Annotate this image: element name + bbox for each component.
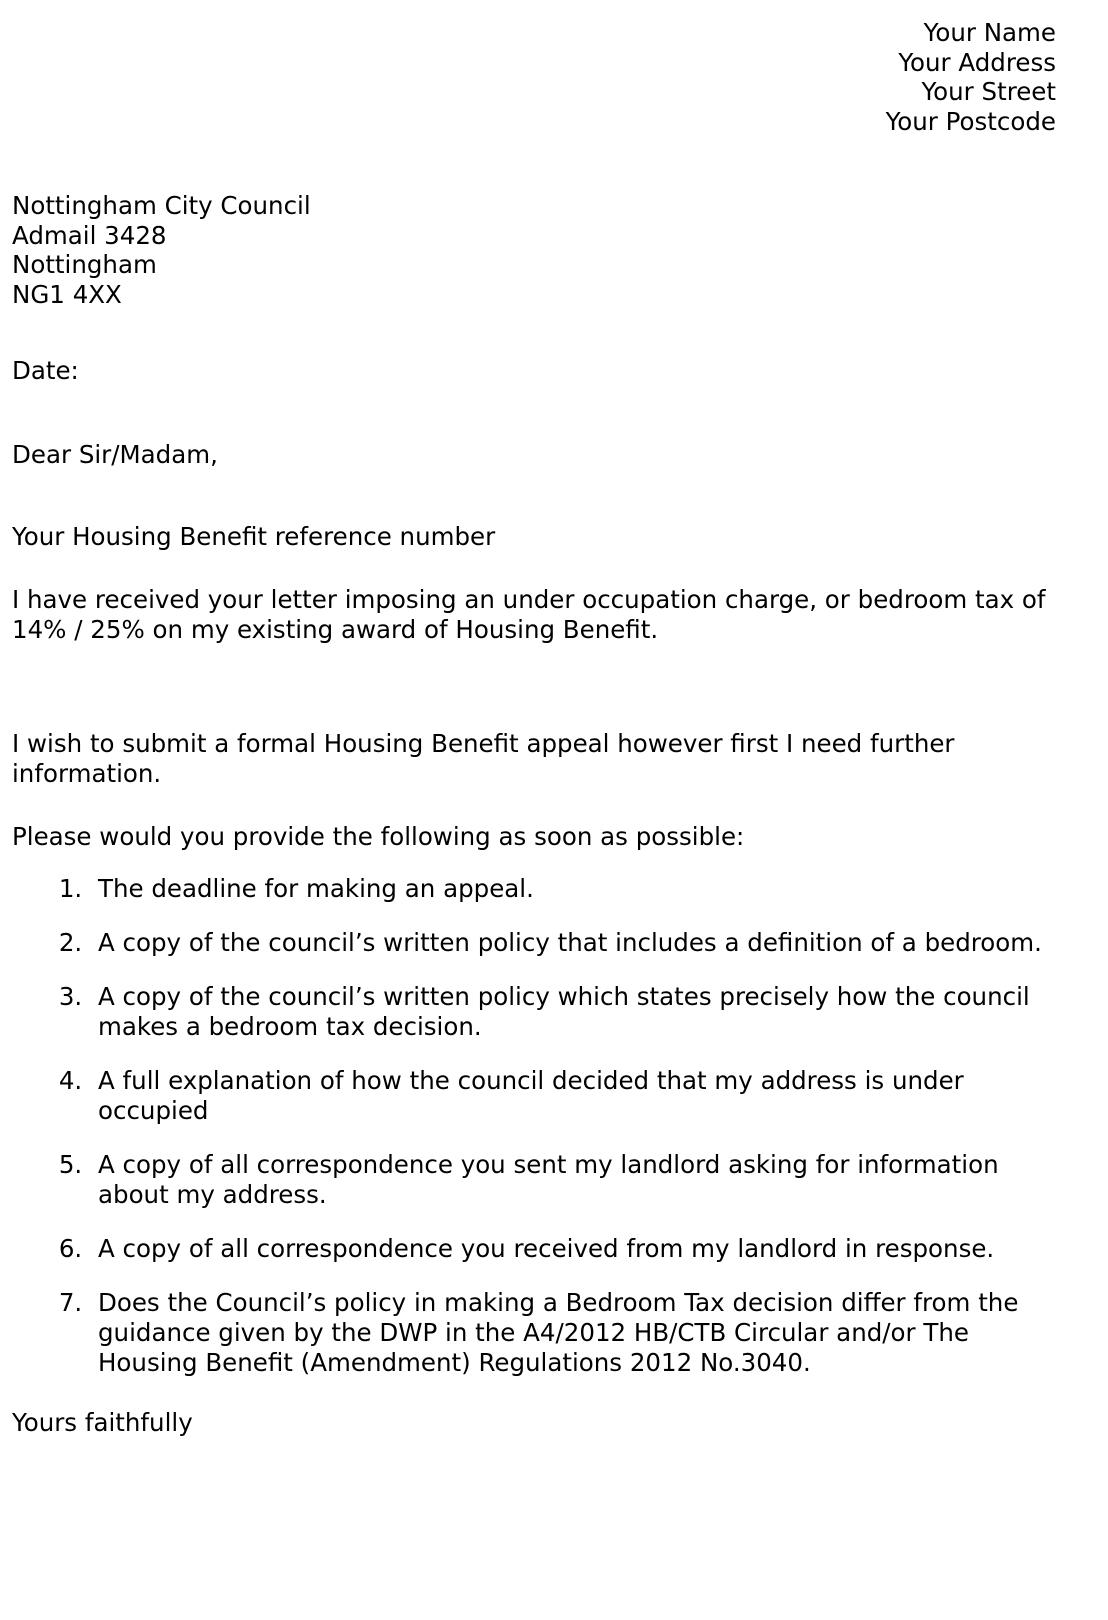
- recipient-address-line-3: Nottingham: [12, 250, 157, 279]
- sender-address-line-4: Your Postcode: [885, 106, 1056, 136]
- list-item: 3. A copy of the council’s written policy which states precisely how the council makes a bedroom tax decision.: [90, 982, 1056, 1042]
- list-item: 5. A copy of all correspondence you sent my landlord asking for information about my address.: [90, 1150, 1056, 1210]
- sender-address-line-2: Your Address: [898, 47, 1056, 77]
- body-paragraph-2: I wish to submit a formal Housing Benefit appeal however first I need further information.: [12, 728, 955, 788]
- date-field: Date:: [12, 356, 79, 385]
- list-item: 7. Does the Council’s policy in making a Bedroom Tax decision differ from the guidance given by the DWP in the A4/2012 HB/CTB Circular and/or The Housing Benefit (Amendment) Regulations 2012 No.3040.: [90, 1288, 1056, 1378]
- recipient-address-line-1: Nottingham City Council: [12, 191, 311, 220]
- recipient-address-line-2: Admail 3428: [12, 220, 167, 250]
- closing-line: Yours faithfully: [12, 1407, 193, 1437]
- recipient-address-line-4: NG1 4XX: [12, 279, 122, 309]
- salutation: Dear Sir/Madam,: [12, 439, 218, 469]
- sender-address-line-1: Your Name: [923, 18, 1056, 47]
- body-paragraph-3: Please would you provide the following as soon as possible:: [12, 821, 745, 851]
- sender-address-block: [12, 8, 1056, 136]
- subject-line: Your Housing Benefit reference number: [12, 522, 496, 551]
- recipient-address-block: [12, 191, 1056, 309]
- sender-address-line-3: Your Street: [921, 77, 1056, 106]
- list-item: 1. The deadline for making an appeal.: [90, 874, 1056, 904]
- list-item: 2. A copy of the council’s written policy that includes a definition of a bedroom.: [90, 928, 1056, 958]
- body-paragraph-1: I have received your letter imposing an under occupation charge, or bedroom tax of 14% / 25% on my existing award of Housing Benefit.: [12, 584, 1046, 644]
- request-list: [12, 874, 1056, 1378]
- list-item: 4. A full explanation of how the council decided that my address is under occupied: [90, 1066, 1056, 1126]
- list-item: 6. A copy of all correspondence you received from my landlord in response.: [90, 1234, 1056, 1264]
